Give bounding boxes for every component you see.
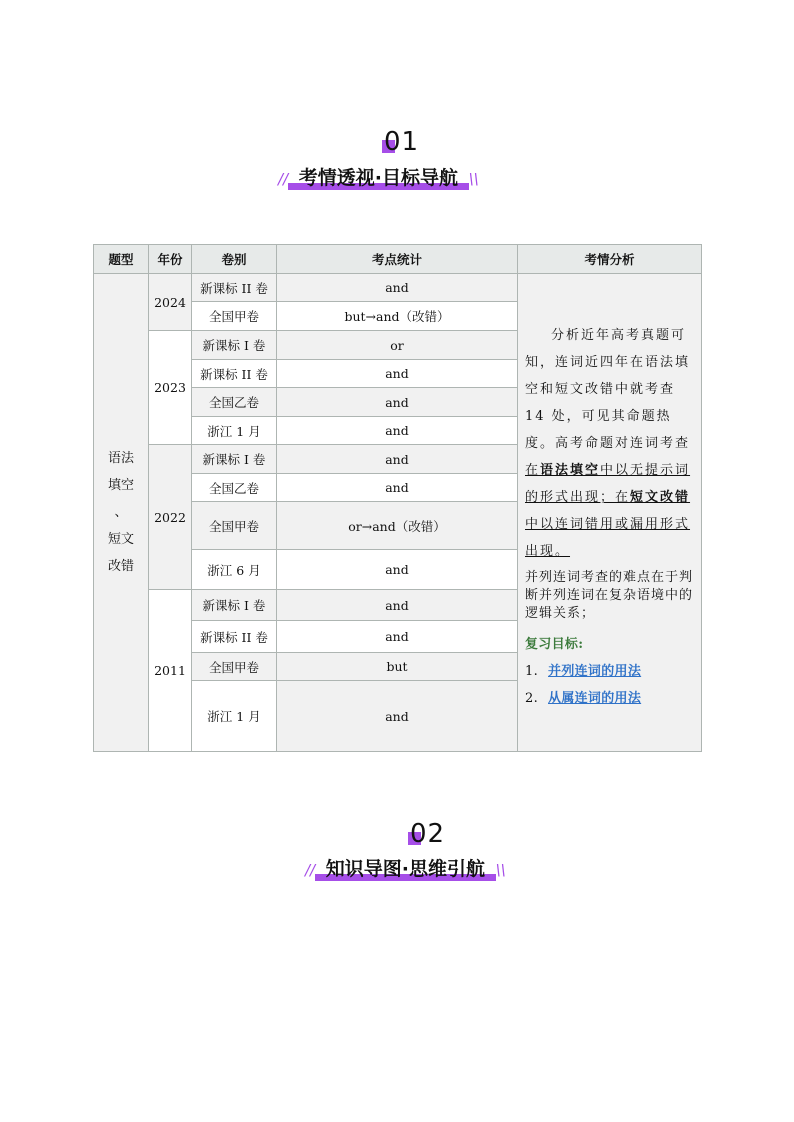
year-cell: 2024 [149, 274, 192, 331]
paper-cell: 新课标 II 卷 [192, 621, 277, 653]
section-2-title-text: 知识导图·思维引航 [325, 858, 485, 880]
analysis-keyword: 短文改错 [630, 490, 691, 505]
review-goal-label: 复习目标: [525, 637, 584, 652]
stat-cell: but→and（改错） [277, 302, 518, 331]
paper-cell: 全国甲卷 [192, 302, 277, 331]
stat-cell: and [277, 417, 518, 445]
stat-cell: and [277, 621, 518, 653]
section-1-title-text: 考情透视·目标导航 [298, 167, 458, 189]
paper-cell: 新课标 I 卷 [192, 590, 277, 621]
title-left-mark: // [305, 861, 316, 879]
stat-cell: and [277, 388, 518, 417]
paper-cell: 新课标 II 卷 [192, 274, 277, 302]
header-stat: 考点统计 [277, 245, 518, 274]
title-left-mark: // [278, 170, 289, 188]
stat-cell: but [277, 653, 518, 681]
stat-cell: and [277, 550, 518, 590]
review-goal-item [525, 685, 695, 712]
category-line: 语法 [107, 451, 134, 466]
paper-cell: 浙江 1 月 [192, 417, 277, 445]
stat-cell: and [277, 274, 518, 302]
paper-cell: 新课标 II 卷 [192, 360, 277, 388]
stat-cell: and [277, 590, 518, 621]
analysis-cell [518, 274, 702, 752]
category-line: 、 [114, 505, 128, 520]
table-header-row [94, 245, 702, 274]
analysis-text: 分析近年高考真题可知，连词近四年在语法填空和短文改错中就考查 14 处，可见其命题热度。高考命题对连词考查 [525, 328, 691, 451]
table-row [94, 274, 702, 302]
header-analysis: 考情分析 [518, 245, 702, 274]
header-year: 年份 [149, 245, 192, 274]
goal-link-coordinating[interactable]: 并列连词的用法 [548, 664, 642, 679]
stat-cell: and [277, 474, 518, 502]
analysis-keyword: 语法填空 [540, 463, 601, 478]
header-paper: 卷别 [192, 245, 277, 274]
year-cell: 2011 [149, 590, 192, 752]
stat-cell: and [277, 360, 518, 388]
paper-cell: 全国甲卷 [192, 502, 277, 550]
paper-cell: 浙江 6 月 [192, 550, 277, 590]
category-line: 短文 [107, 532, 134, 547]
paper-cell: 全国乙卷 [192, 388, 277, 417]
category-line: 改错 [107, 559, 134, 574]
analysis-difficulty: 并列连词考查的难点在于判断并列连词在复杂语境中的逻辑关系； [525, 570, 694, 621]
paper-cell: 全国乙卷 [192, 474, 277, 502]
header-type: 题型 [94, 245, 149, 274]
analysis-text-underlined: 在 [525, 463, 541, 478]
goal-number: 1. [525, 664, 539, 679]
title-right-mark: \\ [468, 170, 479, 188]
analysis-text-underlined: 中以无提示词的形式出现；在 [525, 463, 691, 505]
section-1-title [278, 163, 479, 190]
paper-cell: 新课标 I 卷 [192, 331, 277, 360]
paper-cell: 浙江 1 月 [192, 681, 277, 752]
analysis-paragraph [525, 322, 695, 565]
goal-number: 2. [525, 691, 539, 706]
review-goal-item [525, 658, 695, 685]
section-1-number: 01 [384, 127, 420, 157]
stat-cell: and [277, 681, 518, 752]
exam-statistics-table [93, 244, 702, 752]
section-2-number: 02 [410, 819, 446, 849]
year-cell: 2023 [149, 331, 192, 445]
analysis-text-underlined: 中以连词错用或漏用形式出现。 [525, 517, 691, 559]
section-2-title [305, 854, 506, 881]
category-line: 填空 [107, 478, 134, 493]
title-right-mark: \\ [495, 861, 506, 879]
paper-cell: 新课标 I 卷 [192, 445, 277, 474]
category-cell [94, 274, 149, 752]
stat-cell: or [277, 331, 518, 360]
year-cell: 2022 [149, 445, 192, 590]
paper-cell: 全国甲卷 [192, 653, 277, 681]
stat-cell: and [277, 445, 518, 474]
stat-cell: or→and（改错） [277, 502, 518, 550]
goal-link-subordinating[interactable]: 从属连词的用法 [548, 691, 642, 706]
